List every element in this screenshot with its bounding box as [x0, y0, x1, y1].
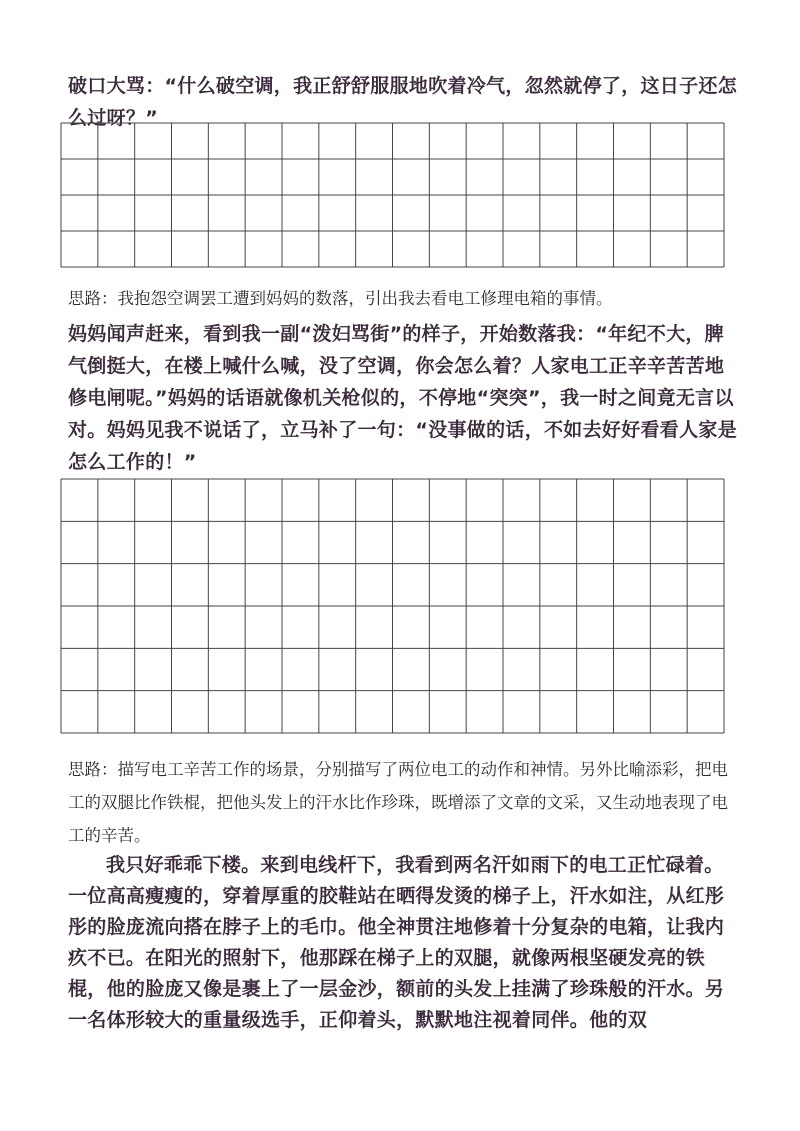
grid-lines-1 [60, 122, 725, 268]
thinking-note-2: 思路：描写电工辛苦工作的场景，分别描写了两位电工的动作和神情。另外比喻添彩，把电工的双腿比作铁棍，把他头发上的汗水比作珍珠，既增添了文章的文采，又生动地表现了电工的辛苦。 [68, 760, 728, 845]
paragraph-2: 妈妈闻声赶来，看到我一副“泼妇骂街”的样子，开始数落我：“年纪不大，脾气倒挺大，在楼上喊什么喊，没了空调，你会怎么着？人家电工正辛辛苦苦地修电闸呢。”妈妈的话语就像机关枪似的，不停地“突突”，我一时之间竟无言以对。妈妈见我不说话了，立马补了一句：“没事做的话，不如去好好看看人家是怎么工作的！” [68, 323, 737, 473]
writing-grid-2 [60, 478, 725, 734]
grid-lines-2 [60, 478, 725, 734]
thinking-note-1: 思路：我抱怨空调罢工遭到妈妈的数落，引出我去看电工修理电箱的事情。 [68, 289, 613, 308]
paragraph-1: 破口大骂：“什么破空调，我正舒舒服服地吹着冷气，忽然就停了，这日子还怎么过呀？” [68, 75, 737, 129]
writing-grid-1 [60, 122, 725, 268]
paragraph-3: 我只好乖乖下楼。来到电线杆下，我看到两名汗如雨下的电工正忙碌着。一位高高瘦瘦的，穿着厚重的胶鞋站在晒得发烫的梯子上，汗水如注，从红彤彤的脸庞流向搭在脖子上的毛巾。他全神贯注地修着十分复杂的电箱，让我内疚不已。在阳光的照射下，他那踩在梯子上的双腿，就像两根坚硬发亮的铁棍，他的脸庞又像是裹上了一层金沙，额前的头发上挂满了珍珠般的汗水。另一名体形较大的重量级选手，正仰着头，默默地注视着同伴。他的双 [68, 854, 725, 1031]
